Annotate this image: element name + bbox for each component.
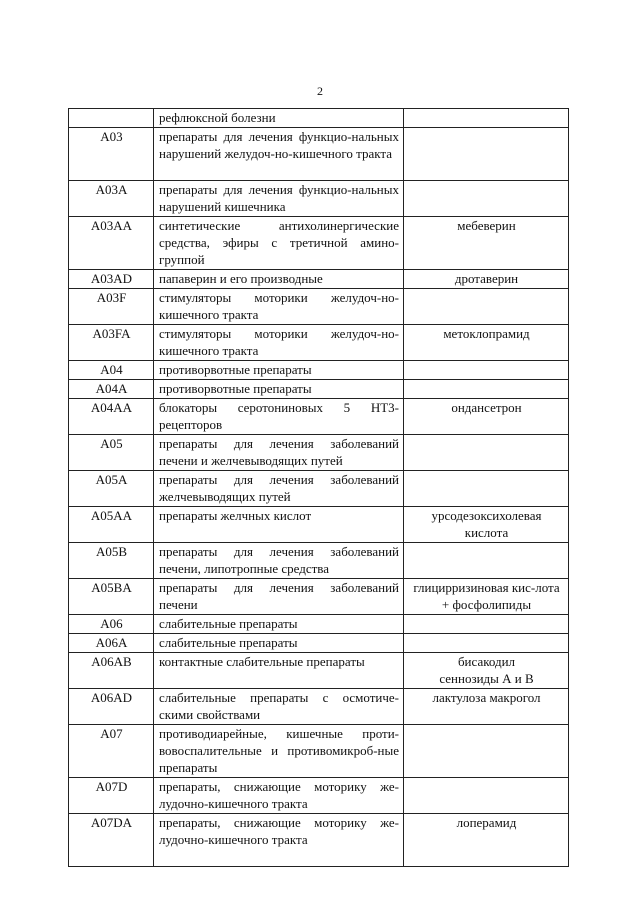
atc-code-cell: A05BA: [69, 579, 154, 615]
table-row: [69, 380, 569, 399]
drug-name-cell: лактулоза макрогол: [404, 689, 569, 725]
drug-name-cell: [404, 543, 569, 579]
table-row: [69, 217, 569, 270]
drug-name-cell: урсодезоксихолевая кислота: [404, 507, 569, 543]
drug-name-cell: [404, 634, 569, 653]
drug-name-cell: [404, 181, 569, 217]
atc-code-cell: A05AA: [69, 507, 154, 543]
drug-name-cell: лоперамид: [404, 814, 569, 867]
table-row: [69, 435, 569, 471]
atc-code-cell: A06AD: [69, 689, 154, 725]
atc-code-cell: [69, 109, 154, 128]
atc-code-cell: A03: [69, 128, 154, 181]
description-cell: рефлюксной болезни: [154, 109, 404, 128]
atc-code-cell: A05: [69, 435, 154, 471]
drug-name-cell: дротаверин: [404, 270, 569, 289]
drug-name-cell: ондансетрон: [404, 399, 569, 435]
drug-name-cell: [404, 289, 569, 325]
description-cell: синтетические антихолинергические средства, эфиры с третичной амино-группой: [154, 217, 404, 270]
atc-code-cell: A04: [69, 361, 154, 380]
table-row: [69, 128, 569, 181]
description-cell: стимуляторы моторики желудоч-но-кишечного тракта: [154, 325, 404, 361]
table-row: [69, 109, 569, 128]
description-cell: слабительные препараты: [154, 615, 404, 634]
atc-code-cell: A07: [69, 725, 154, 778]
atc-code-cell: A07DA: [69, 814, 154, 867]
table-row: [69, 270, 569, 289]
table-row: [69, 361, 569, 380]
table-row: [69, 615, 569, 634]
atc-code-cell: A07D: [69, 778, 154, 814]
atc-code-cell: A03AA: [69, 217, 154, 270]
drug-name-cell: [404, 380, 569, 399]
atc-code-cell: A03FA: [69, 325, 154, 361]
atc-code-cell: A03AD: [69, 270, 154, 289]
table-row: [69, 634, 569, 653]
table-row: [69, 471, 569, 507]
drug-name-cell: [404, 725, 569, 778]
description-cell: контактные слабительные препараты: [154, 653, 404, 689]
drug-name-cell: [404, 361, 569, 380]
table-row: [69, 653, 569, 689]
table-row: [69, 543, 569, 579]
drug-name-cell: мебеверин: [404, 217, 569, 270]
drug-name-cell: [404, 435, 569, 471]
description-cell: препараты желчных кислот: [154, 507, 404, 543]
atc-code-cell: A03A: [69, 181, 154, 217]
description-cell: противорвотные препараты: [154, 361, 404, 380]
drug-name-cell: [404, 615, 569, 634]
table-row: [69, 399, 569, 435]
table-row: [69, 181, 569, 217]
drug-name-cell: бисакодил сеннозиды А и В: [404, 653, 569, 689]
table-row: [69, 507, 569, 543]
description-cell: препараты для лечения заболеваний желчевыводящих путей: [154, 471, 404, 507]
description-cell: препараты для лечения заболеваний печени и желчевыводящих путей: [154, 435, 404, 471]
table-row: [69, 289, 569, 325]
description-cell: слабительные препараты: [154, 634, 404, 653]
atc-code-cell: A03F: [69, 289, 154, 325]
atc-code-cell: A04A: [69, 380, 154, 399]
table-row: [69, 725, 569, 778]
description-cell: противорвотные препараты: [154, 380, 404, 399]
description-cell: блокаторы серотониновых 5 НТ3-рецепторов: [154, 399, 404, 435]
description-cell: противодиарейные, кишечные проти-вовоспалительные и противомикроб-ные препараты: [154, 725, 404, 778]
description-cell: препараты для лечения функцио-нальных нарушений кишечника: [154, 181, 404, 217]
drug-name-cell: [404, 128, 569, 181]
table-row: [69, 689, 569, 725]
description-cell: слабительные препараты с осмотиче-скими свойствами: [154, 689, 404, 725]
table-row: [69, 778, 569, 814]
description-cell: препараты, снижающие моторику же-лудочно-кишечного тракта: [154, 778, 404, 814]
table-row: [69, 579, 569, 615]
drug-name-cell: [404, 471, 569, 507]
description-cell: препараты для лечения заболеваний печени: [154, 579, 404, 615]
atc-code-cell: A06: [69, 615, 154, 634]
description-cell: препараты, снижающие моторику же-лудочно-кишечного тракта: [154, 814, 404, 867]
table-row: [69, 814, 569, 867]
table-row: [69, 325, 569, 361]
description-cell: препараты для лечения функцио-нальных нарушений желудоч-но-кишечного тракта: [154, 128, 404, 181]
atc-classification-table: [68, 108, 569, 867]
atc-code-cell: A05A: [69, 471, 154, 507]
description-cell: стимуляторы моторики желудоч-но-кишечного тракта: [154, 289, 404, 325]
atc-code-cell: A06AB: [69, 653, 154, 689]
page-number: 2: [317, 84, 323, 98]
drug-name-cell: [404, 778, 569, 814]
atc-table-body: [69, 109, 569, 867]
drug-name-cell: метоклопрамид: [404, 325, 569, 361]
drug-name-cell: [404, 109, 569, 128]
atc-code-cell: A04AA: [69, 399, 154, 435]
atc-code-cell: A05B: [69, 543, 154, 579]
drug-name-cell: глицирризиновая кис-лота + фосфолипиды: [404, 579, 569, 615]
description-cell: препараты для лечения заболеваний печени, липотропные средства: [154, 543, 404, 579]
atc-code-cell: A06A: [69, 634, 154, 653]
description-cell: папаверин и его производные: [154, 270, 404, 289]
